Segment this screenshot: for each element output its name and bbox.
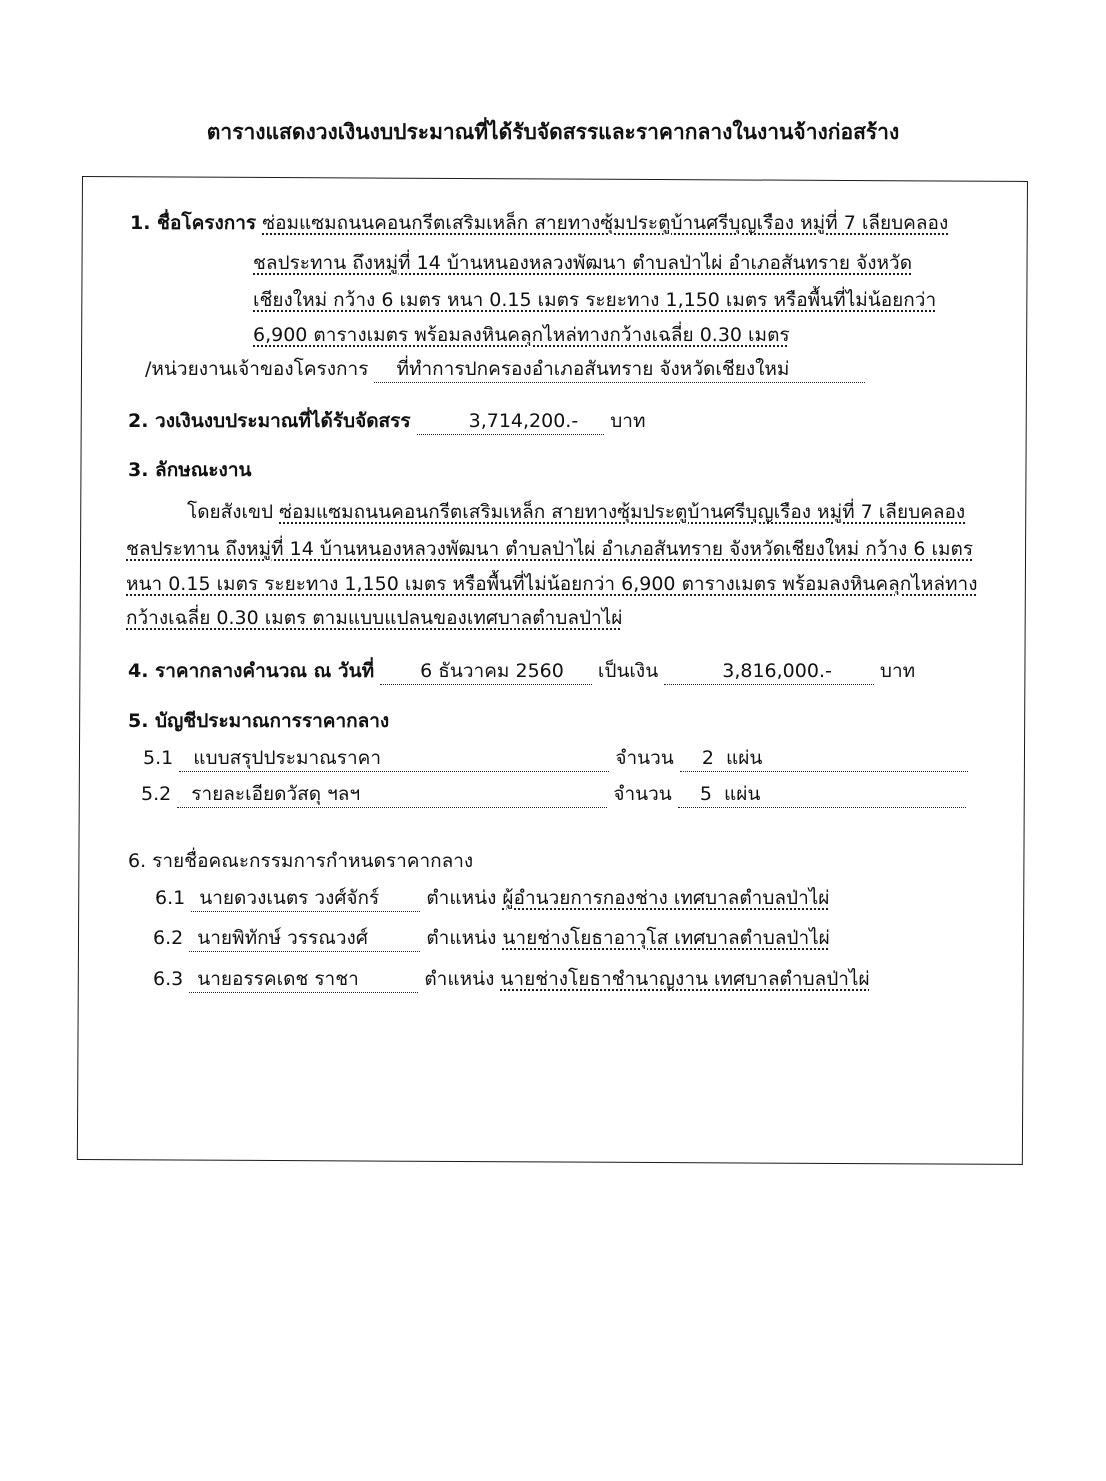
estimate-item-1-name: แบบสรุปประมาณราคา (179, 745, 609, 772)
committee-label: 6. รายชื่อคณะกรรมการกำหนดราคากลาง (128, 850, 474, 872)
estimate-list-label: 5. บัญชีประมาณการราคากลาง (128, 710, 390, 732)
owner-label: /หน่วยงานเจ้าของโครงการ (145, 358, 369, 380)
committee-member-3 (153, 966, 870, 993)
work-nature-lead: โดยสังเขป (187, 501, 274, 523)
work-nature-row-1 (187, 499, 965, 525)
estimate-item-1-num: 5.1 (143, 747, 174, 769)
committee-member-3-position: นายช่างโยธาชำนาญงาน เทศบาลตำบลป่าไผ่ (500, 968, 870, 990)
project-name-line-4: 6,900 ตารางเมตร พร้อมลงหินคลุกไหล่ทางกว้างเฉลี่ย 0.30 เมตร (253, 324, 790, 346)
budget-row (128, 408, 646, 435)
estimate-item-2 (141, 781, 966, 808)
estimate-item-2-name: รายละเอียดวัสดุ ฯลฯ (177, 781, 607, 808)
work-nature-label: 3. ลักษณะงาน (128, 459, 252, 481)
estimate-item-2-num: 5.2 (141, 783, 172, 805)
estimate-item-2-qty: 5 แผ่น (678, 781, 966, 808)
median-price-amount-label: เป็นเงิน (597, 660, 659, 682)
committee-member-3-pos-label: ตำแหน่ง (424, 968, 495, 990)
committee-member-3-name: นายอรรคเดช ราชา (189, 966, 418, 993)
owner-value: ที่ทำการปกครองอำเภอสันทราย จังหวัดเชียงใหม่ (374, 356, 865, 383)
estimate-item-1 (143, 745, 968, 772)
median-price-date: 6 ธันวาคม 2560 (380, 658, 592, 685)
work-nature-line-4: กว้างเฉลี่ย 0.30 เมตร ตามแบบแปลนของเทศบาลตำบลป่าไผ่ (126, 607, 623, 629)
committee-member-1-name: นายดวงเนตร วงศ์จักร์ (191, 885, 420, 912)
budget-unit: บาท (610, 410, 646, 432)
committee-member-1-pos-label: ตำแหน่ง (426, 887, 497, 909)
estimate-item-1-qty: 2 แผ่น (680, 745, 968, 772)
project-name-line-3: เชียงใหม่ กว้าง 6 เมตร หนา 0.15 เมตร ระยะทาง 1,150 เมตร หรือพื้นที่ไม่น้อยกว่า (253, 289, 937, 311)
committee-member-2-num: 6.2 (153, 927, 184, 949)
budget-value: 3,714,200.- (417, 408, 605, 435)
work-nature-line-2: ชลประทาน ถึงหมู่ที่ 14 บ้านหนองหลวงพัฒนา ตำบลป่าไผ่ อำเภอสันทราย จังหวัดเชียงใหม่ กว้าง 6 เมตร (126, 538, 974, 560)
estimate-item-2-qty-label: จำนวน (613, 783, 672, 805)
budget-label: 2. วงเงินงบประมาณที่ได้รับจัดสรร (128, 410, 411, 432)
committee-member-3-num: 6.3 (153, 968, 184, 990)
section-1-row-1 (130, 210, 948, 236)
median-price-unit: บาท (879, 660, 916, 682)
median-price-row (128, 658, 915, 685)
committee-member-2-name: นายพิทักษ์ วรรณวงศ์ (189, 925, 420, 952)
committee-member-2 (153, 925, 830, 952)
document-title: ตารางแสดงวงเงินงบประมาณที่ได้รับจัดสรรและราคากลางในงานจ้างก่อสร้าง (206, 120, 900, 144)
estimate-item-1-qty-label: จำนวน (615, 747, 674, 769)
owner-row (145, 356, 865, 383)
committee-member-2-position: นายช่างโยธาอาวุโส เทศบาลตำบลป่าไผ่ (502, 927, 830, 949)
committee-member-1-num: 6.1 (155, 887, 186, 909)
project-name-line-1: ซ่อมแซมถนนคอนกรีตเสริมเหล็ก สายทางซุ้มประตูบ้านศรีบุญเรือง หมู่ที่ 7 เลียบคลอง (262, 212, 949, 234)
work-nature-line-3: หนา 0.15 เมตร ระยะทาง 1,150 เมตร หรือพื้นที่ไม่น้อยกว่า 6,900 ตารางเมตร พร้อมลงหินคลุกไหล่ทาง (126, 573, 978, 595)
work-nature-line-1: ซ่อมแซมถนนคอนกรีตเสริมเหล็ก สายทางซุ้มประตูบ้านศรีบุญเรือง หมู่ที่ 7 เลียบคลอง (279, 501, 966, 523)
median-price-label: 4. ราคากลางคำนวณ ณ วันที่ (128, 660, 375, 682)
median-price-amount: 3,816,000.- (664, 658, 874, 685)
committee-member-1 (155, 885, 829, 912)
committee-member-2-pos-label: ตำแหน่ง (426, 927, 497, 949)
project-name-label: 1. ชื่อโครงการ (130, 212, 257, 234)
project-name-line-2: ชลประทาน ถึงหมู่ที่ 14 บ้านหนองหลวงพัฒนา ตำบลป่าไผ่ อำเภอสันทราย จังหวัด (253, 252, 913, 274)
committee-member-1-position: ผู้อำนวยการกองช่าง เทศบาลตำบลป่าไผ่ (502, 887, 830, 909)
